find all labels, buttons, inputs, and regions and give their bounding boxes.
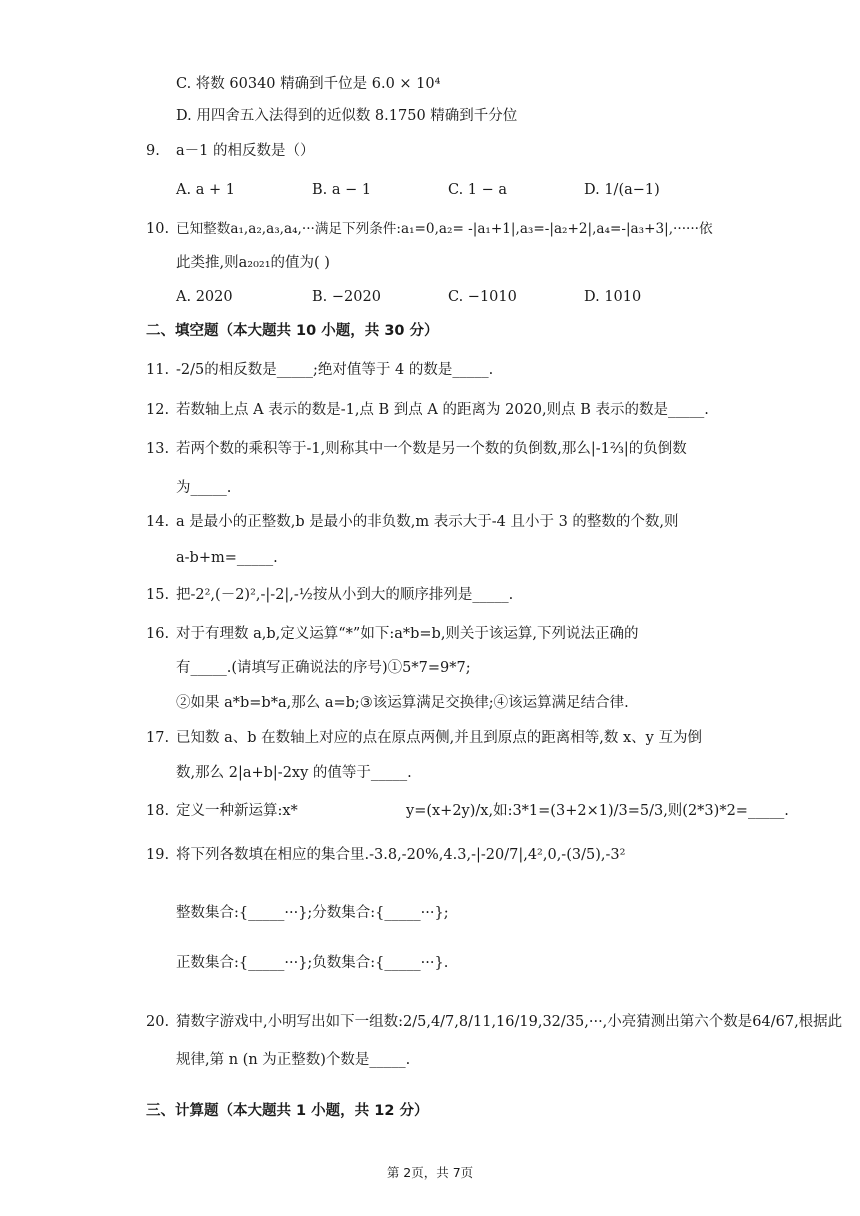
q18-text-b: y=(x+2y)/x,如:3*1=(3+2×1)/3=5/3,则(2*3)*2=_____. [406, 803, 789, 819]
section-heading-calculation: 三、计算题（本大题共 1 小题，共 12 分） [146, 1103, 429, 1119]
q13-line2: 为_____. [176, 480, 232, 496]
q17-line1: 已知数 a、b 在数轴上对应的点在原点两侧,并且到原点的距离相等,数 x、y 互为倒 [176, 730, 702, 746]
q20-number: 20. [146, 1014, 170, 1030]
q10-line2: 此类推,则a₂₀₂₁的值为( ) [176, 255, 330, 271]
q13-line1: 若两个数的乘积等于-1,则称其中一个数是另一个数的负倒数,那么|-1⅔|的负倒数 [176, 441, 687, 457]
q16-line3: ②如果 a*b=b*a,那么 a=b;③该运算满足交换律;④该运算满足结合律. [176, 695, 629, 711]
q9-option-c: C. 1 − a [448, 182, 508, 198]
q19-line3: 正数集合:{_____···};负数集合:{_____···}. [176, 955, 449, 971]
q10-option-b: B. −2020 [312, 289, 381, 305]
q14-line2: a-b+m=_____. [176, 550, 278, 566]
q19-line2: 整数集合:{_____···};分数集合:{_____···}; [176, 905, 449, 921]
q10-number: 10. [146, 221, 170, 237]
q9-number: 9. [146, 143, 160, 159]
section-heading-fill-blank: 二、填空题（本大题共 10 小题，共 30 分） [146, 323, 439, 339]
q17-number: 17. [146, 730, 170, 746]
q19-line1: 将下列各数填在相应的集合里.-3.8,-20%,4.3,-|-20/7|,4²,0,-(3/5),-3² [176, 847, 626, 863]
q18-text-a: 定义一种新运算:x* [176, 803, 298, 819]
q17-line2: 数,那么 2|a+b|-2xy 的值等于_____. [176, 765, 412, 781]
q14-line1: a 是最小的正整数,b 是最小的非负数,m 表示大于-4 且小于 3 的整数的个数,则 [176, 514, 679, 530]
q11-text: -2/5的相反数是_____;绝对值等于 4 的数是_____. [176, 362, 494, 378]
page-footer: 第 2页，共 7页 [386, 1165, 474, 1180]
q10-option-d: D. 1010 [584, 289, 642, 305]
q10-option-c: C. −1010 [448, 289, 517, 305]
q12-number: 12. [146, 402, 170, 418]
q13-number: 13. [146, 441, 170, 457]
q10-line1: 已知整数a₁,a₂,a₃,a₄,···满足下列条件:a₁=0,a₂= -|a₁+1|,a₃=-|a₂+2|,a₄=-|a₃+3|,······依 [176, 221, 713, 237]
q16-line2: 有_____.(请填写正确说法的序号)①5*7=9*7; [176, 660, 471, 676]
q15-number: 15. [146, 587, 170, 603]
q20-line2: 规律,第 n (n 为正整数)个数是_____. [176, 1052, 411, 1068]
q9-option-a: A. a + 1 [176, 182, 235, 198]
q9-option-b: B. a − 1 [312, 182, 372, 198]
q9-option-d: D. 1/(a−1) [584, 182, 660, 198]
q16-number: 16. [146, 626, 170, 642]
q9-stem: a－1 的相反数是（） [176, 143, 315, 159]
q19-number: 19. [146, 847, 170, 863]
q14-number: 14. [146, 514, 170, 530]
q16-line1: 对于有理数 a,b,定义运算“*”如下:a*b=b,则关于该运算,下列说法正确的 [176, 626, 639, 642]
q8-option-d: D. 用四舍五入法得到的近似数 8.1750 精确到千分位 [176, 108, 518, 124]
q11-number: 11. [146, 362, 170, 378]
q10-option-a: A. 2020 [176, 289, 233, 305]
q12-text: 若数轴上点 A 表示的数是-1,点 B 到点 A 的距离为 2020,则点 B 表示的数是_____. [176, 402, 709, 418]
q8-option-c: C. 将数 60340 精确到千位是 6.0 × 10⁴ [176, 76, 441, 92]
q20-line1: 猜数字游戏中,小明写出如下一组数:2/5,4/7,8/11,16/19,32/35,···,小亮猜测出第六个数是64/67,根据此 [176, 1014, 843, 1030]
q18-number: 18. [146, 803, 170, 819]
q15-text: 把-2²,(－2)²,-|-2|,-½按从小到大的顺序排列是_____. [176, 587, 514, 603]
